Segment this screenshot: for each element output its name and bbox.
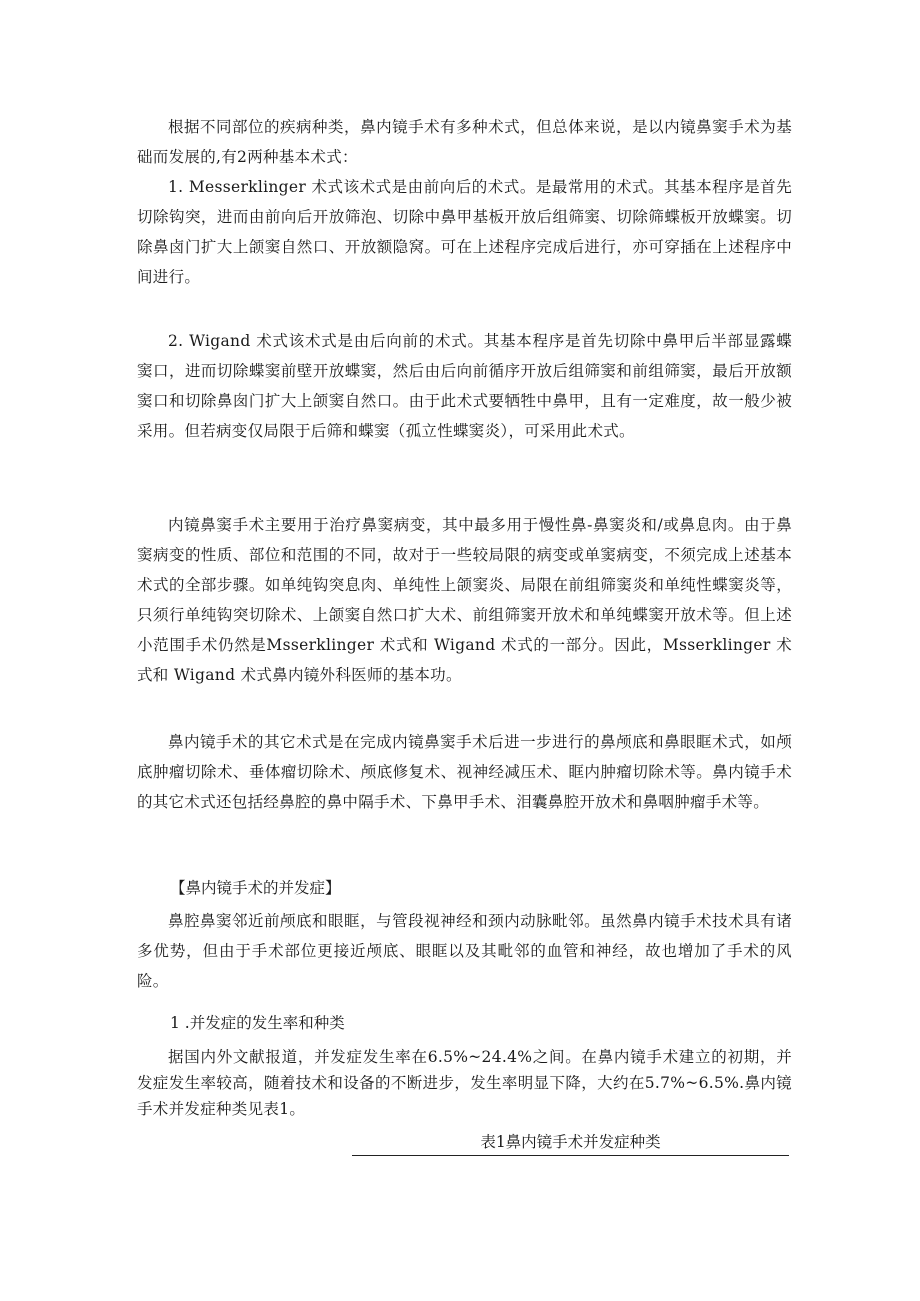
section-heading-complications: 【鼻内镜手术的并发症】	[170, 879, 341, 897]
paragraph-wigand: 2. Wigand 术式该术式是由后向前的术式。其基本程序是首先切除中鼻甲后半部显露蝶窦口，进而切除蝶窦前壁开放蝶窦，然后由后向前循序开放后组筛窦和前组筛窦，最后开放额窦口和切除鼻囱门扩大上颌窦自然口。由于此术式要牺牲中鼻甲，且有一定难度，故一般少被采用。但若病变仅局限于后筛和蝶窦（孤立性蝶窦炎），可采用此术式。	[137, 332, 792, 440]
paragraph-indications: 内镜鼻窦手术主要用于治疗鼻窦病变，其中最多用于慢性鼻-鼻窦炎和/或鼻息肉。由于鼻窦病变的性质、部位和范围的不同，故对于一些较局限的病变或单窦病变，不须完成上述基本术式的全部步骤。如单纯钩突息肉、单纯性上颌窦炎、局限在前组筛窦炎和单纯性蝶窦炎等，只须行单纯钩突切除术、上颌窦自然口扩大术、前组筛窦开放术和单纯蝶窦开放术等。但上述小范围手术仍然是Msserklinger 术式和 Wigand 术式的一部分。因此，Msserklinger 术式和 Wigand 术式鼻内镜外科医师的基本功。	[137, 516, 792, 684]
paragraph-complication-risk: 鼻腔鼻窦邻近前颅底和眼眶，与管段视神经和颈内动脉毗邻。虽然鼻内镜手术技术具有诸多优势，但由于手术部位更接近颅底、眼眶以及其毗邻的血管和神经，故也增加了手术的风险。	[137, 912, 792, 990]
table-caption: 表1鼻内镜手术并发症种类	[480, 1133, 661, 1151]
subheading-incidence: 1 .并发症的发生率和种类	[170, 1014, 345, 1032]
paragraph-messerklinger: 1. Messerklinger 术式该术式是由前向后的术式。是最常用的术式。其基本程序是首先切除钩突，进而由前向后开放筛泡、切除中鼻甲基板开放后组筛窦、切除筛蝶板开放蝶窦。切除鼻卤门扩大上颌窦自然口、开放额隐窝。可在上述程序完成后进行，亦可穿插在上述程序中间进行。	[137, 178, 792, 286]
paragraph-incidence: 据国内外文献报道，并发症发生率在6.5%~24.4%之间。在鼻内镜手术建立的初期，并发症发生率较高，随着技术和设备的不断进步，发生率明显下降，大约在5.7%~6.5%.鼻内镜手术并发症种类见表1。	[137, 1048, 792, 1118]
paragraph-intro: 根据不同部位的疾病种类，鼻内镜手术有多种术式，但总体来说，是以内镜鼻窦手术为基础而发展的,有2两种基本术式：	[137, 118, 792, 166]
paragraph-other-techniques: 鼻内镜手术的其它术式是在完成内镜鼻窦手术后进一步进行的鼻颅底和鼻眼眶术式，如颅底肿瘤切除术、垂体瘤切除术、颅底修复术、视神经减压术、眶内肿瘤切除术等。鼻内镜手术的其它术式还包括经鼻腔的鼻中隔手术、下鼻甲手术、泪囊鼻腔开放术和鼻咽肿瘤手术等。	[137, 733, 792, 811]
table-top-rule	[352, 1155, 789, 1156]
